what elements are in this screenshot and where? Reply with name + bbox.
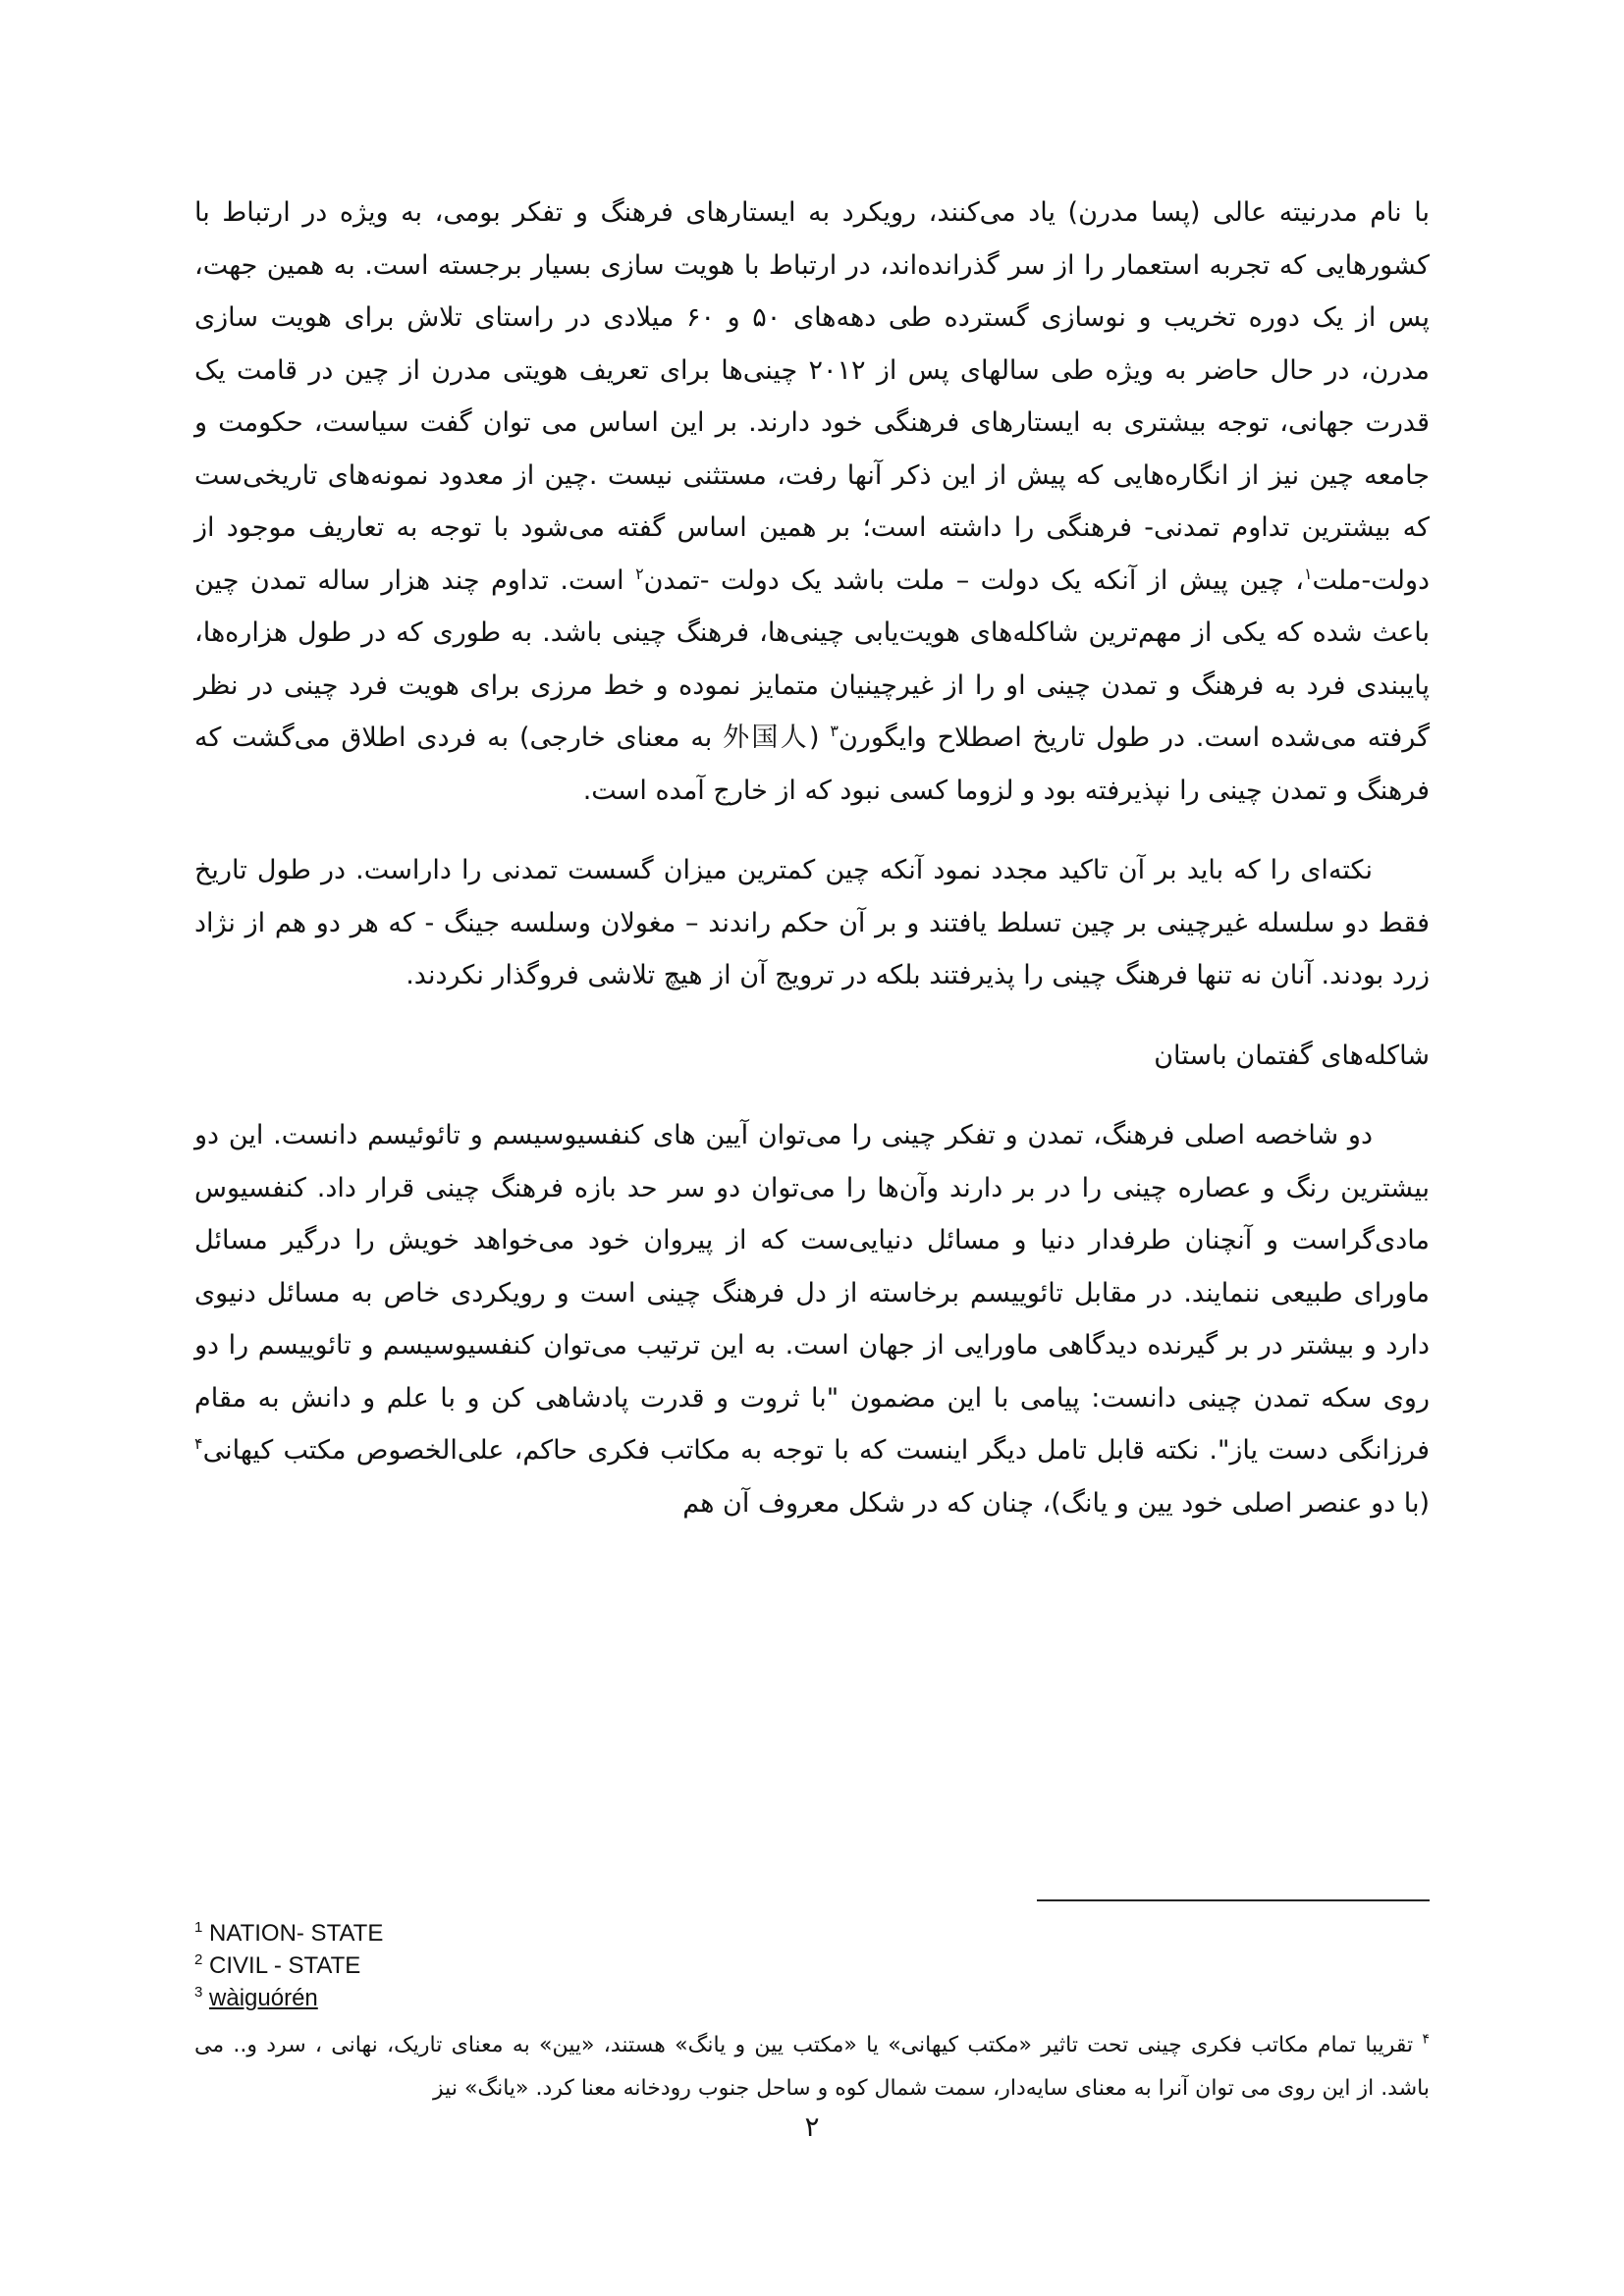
footnote-ref-2[interactable]: ۲	[635, 563, 644, 583]
main-text	[194, 187, 1430, 1529]
footnote-4-text: تقریبا تمام مکاتب فکری چینی تحت تاثیر «مکتب کیهانی» یا «مکتب یین و یانگ» هستند، «یین» به معنای تاریک، نهانی ، سرد و.. می باشد. از این روی می توان آنرا به معنای سایه‌دار، سمت شمال کوه و ساحل جنوب رودخانه معنا کرد. «یانگ» نیز	[194, 2033, 1430, 2101]
paragraph-3-part-a: دو شاخصه اصلی فرهنگ، تمدن و تفکر چینی را می‌توان آیین های کنفسیوسیسم و تائوئیسم دانست. این دو بیشترین رنگ و عصاره چینی را در بر دارند وآن‌ها را می‌توان دو سر حد بازه فرهنگ چینی قرار داد. کنفسیوس مادی‌گراست و آنچنان طرفدار دنیا و مسائل دنیایی‌ست که از پیروان خود می‌خواهد خویش را درگیر مسائل ماورای طبیعی ننمایند. در مقابل تائوییسم برخاسته از دل فرهنگ چینی است و رویکردی خاص به مسائل دنیوی دارد و بیشتر در بر گیرنده دیدگاهی ماورایی از جهان است. به این ترتیب می‌توان کنفسیوسیسم و تائوییسم را دو روی سکه تمدن چینی دانست: پیامی با این مضمون "با ثروت و قدرت پادشاهی کن و با علم و دانش به مقام فرزانگی دست یاز". نکته قابل تامل دیگر اینست که با توجه به مکاتب فکری حاکم، علی‌الخصوص مکتب کیهانی	[194, 1120, 1430, 1466]
footnote-3	[194, 1982, 1430, 2014]
footnote-2-text: CIVIL - STATE	[202, 1952, 361, 1979]
footnote-2	[194, 1949, 1430, 1982]
paragraph-1-part-b: ، چین پیش از آنکه یک دولت – ملت باشد یک دولت -تمدن	[643, 564, 1304, 596]
footnote-1-text: NATION- STATE	[202, 1920, 384, 1947]
paragraph-3-part-b: (با دو عنصر اصلی خود یین و یانگ)، چنان که در شکل معروف آن هم	[682, 1487, 1430, 1519]
paragraph-1	[194, 187, 1430, 817]
footnote-1	[194, 1917, 1430, 1949]
footnote-ref-3[interactable]: ۳	[830, 721, 839, 740]
paragraph-3	[194, 1109, 1430, 1529]
paragraph-1-part-e: به معنای خارجی) به فردی اطلاق می‌گشت که فرهنگ و تمدن چینی را نپذیرفته بود و لزوما کسی نبود که از خارج آمده است.	[194, 722, 1430, 806]
footnote-2-number: 2	[194, 1951, 203, 1968]
footnote-1-number: 1	[194, 1919, 203, 1936]
paragraph-1-part-c: است. تداوم چند هزار ساله تمدن چین باعث شده که یکی از مهم‌ترین شاکله‌های هویت‌یابی چینی‌ها، فرهنگ چینی باشد. به طوری که در طول هزاره‌ها، پایبندی فرد به فرهنگ و تمدن چینی او را از غیرچینیان متمایز نموده و خط مرزی برای هویت فرد چینی در نظر گرفته می‌شده است. در طول تاریخ اصطلاح وایگورن	[194, 564, 1430, 753]
chinese-term: 外国人	[723, 722, 809, 753]
paragraph-1-part-d: (	[808, 722, 831, 753]
section-heading: شاکله‌های گفتمان باستان	[1154, 1040, 1430, 1071]
footnote-4-number: ۴	[1422, 2031, 1430, 2048]
footnote-ref-4[interactable]: ۴	[194, 1434, 203, 1453]
paragraph-1-part-a: با نام مدرنیته عالی (پسا مدرن) یاد می‌کنند، رویکرد به ایستارهای فرهنگ و تفکر بومی، به ویژه در ارتباط با کشورهایی که تجربه استعمار را از سر گذرانده‌اند، در ارتباط با هویت سازی بسیار برجسته است. به همین جهت، پس از یک دوره تخریب و نوسازی گسترده طی دهه‌های ۵۰ و ۶۰ میلادی در راستای تلاش برای هویت سازی مدرن، در حال حاضر به ویژه طی سالهای پس از ۲۰۱۲ چینی‌ها برای تعریف هویتی مدرن از چین در قامت یک قدرت جهانی، توجه بیشتری به ایستارهای فرهنگی خود دارند. بر این اساس می توان گفت سیاست، حکومت و جامعه چین نیز از انگاره‌هایی که پیش از این ذکر آنها رفت، مستثنی نیست .چین از معدود نمونه‌های تاریخی‌ست که بیشترین تداوم تمدنی- فرهنگی را داشته است؛ بر همین اساس گفته می‌شود با توجه به تعاریف موجود از دولت-ملت	[194, 197, 1431, 596]
footnote-3-number: 3	[194, 1984, 203, 2001]
footnote-divider	[1037, 1899, 1430, 1901]
footnote-3-text: wàiguórén	[209, 1985, 318, 2011]
footnotes	[194, 1899, 1430, 2110]
paragraph-2: نکته‌ای را که باید بر آن تاکید مجدد نمود آنکه چین کمترین میزان گسست تمدنی را داراست. در طول تاریخ فقط دو سلسله غیرچینی بر چین تسلط یافتند و بر آن حکم راندند – مغولان وسلسه جینگ - که هر دو هم از نژاد زرد بودند. آنان نه تنها فرهنگ چینی را پذیرفتند بلکه در ترویج آن از هیچ تلاشی فروگذار نکردند.	[194, 855, 1430, 990]
footnote-ref-1[interactable]: ۱	[1303, 563, 1313, 583]
footnote-4	[194, 2024, 1430, 2110]
page-number: ۲	[804, 2110, 820, 2143]
